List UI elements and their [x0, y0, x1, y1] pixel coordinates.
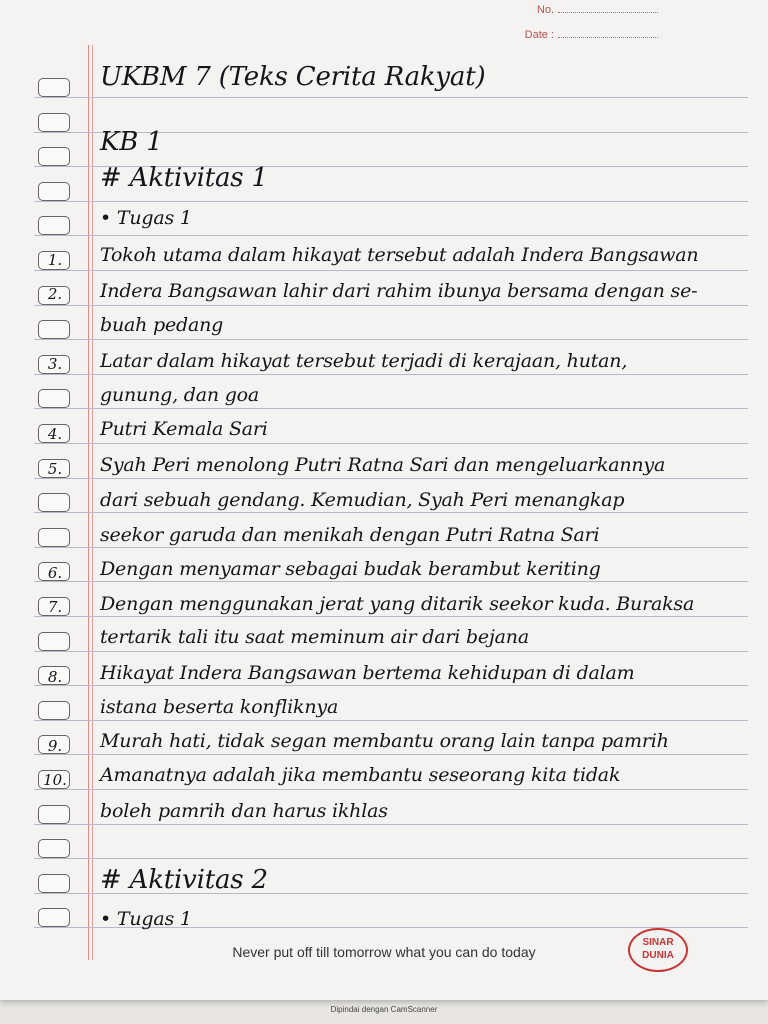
tugas-1-heading: • Tugas 1 — [100, 207, 192, 229]
kb-heading: KB 1 — [100, 127, 163, 157]
answer-line: Dengan menggunakan jerat yang ditarik seekor kuda. Buraksa — [100, 593, 695, 615]
margin-box — [38, 78, 70, 97]
margin-box — [38, 182, 70, 201]
margin-box — [38, 839, 70, 858]
ruled-line — [34, 305, 748, 306]
margin-box — [38, 147, 70, 166]
margin-box — [38, 389, 70, 408]
ruled-line — [34, 616, 748, 617]
ruled-line — [34, 720, 748, 721]
ruled-line — [34, 754, 748, 755]
answer-number: 4. — [47, 425, 63, 443]
margin-line — [88, 45, 89, 960]
scanner-watermark: Dipindai dengan CamScanner — [330, 1005, 438, 1014]
answer-number: 5. — [47, 460, 63, 478]
brand-line-1: SINAR — [642, 937, 674, 948]
ruled-line — [34, 512, 748, 513]
answer-number: 10. — [43, 771, 67, 789]
margin-box — [38, 216, 70, 235]
answer-line: Dengan menyamar sebagai budak berambut keriting — [100, 558, 601, 580]
ruled-line — [34, 339, 748, 340]
margin-line-inner — [92, 45, 93, 960]
answer-line: Tokoh utama dalam hikayat tersebut adalah Indera Bangsawan — [100, 244, 699, 266]
answer-line: Latar dalam hikayat tersebut terjadi di kerajaan, hutan, — [100, 350, 628, 372]
ruled-line — [34, 858, 748, 859]
ruled-line — [34, 374, 748, 375]
answer-line: Indera Bangsawan lahir dari rahim ibunya bersama dengan se- — [100, 280, 698, 302]
header-no: No. — [537, 4, 658, 16]
margin-box — [38, 632, 70, 651]
answer-line: istana beserta konfliknya — [100, 696, 339, 718]
tugas-1-heading-2: • Tugas 1 — [100, 908, 192, 930]
answer-line: Syah Peri menolong Putri Ratna Sari dan mengeluarkannya — [100, 454, 666, 476]
header-date: Date : — [525, 29, 658, 41]
answer-number: 9. — [47, 737, 63, 755]
answer-number: 7. — [47, 598, 63, 616]
answer-line: gunung, dan goa — [100, 384, 260, 406]
ruled-line — [34, 824, 748, 825]
answer-number: 3. — [47, 355, 63, 373]
answer-line: Hikayat Indera Bangsawan bertema kehidupan di dalam — [100, 662, 635, 684]
answer-number: 1. — [47, 251, 63, 269]
answer-number: 6. — [47, 564, 63, 582]
margin-box — [38, 805, 70, 824]
margin-box — [38, 874, 70, 893]
ruled-line — [34, 651, 748, 652]
sinar-dunia-logo — [628, 928, 688, 972]
answer-line: Putri Kemala Sari — [100, 418, 268, 440]
brand-line-2: DUNIA — [642, 950, 674, 961]
ruled-line — [34, 443, 748, 444]
answer-number: 8. — [47, 668, 63, 686]
margin-box — [38, 908, 70, 927]
margin-box — [38, 493, 70, 512]
ruled-line — [34, 235, 748, 236]
ruled-line — [34, 270, 748, 271]
aktivitas-2-heading: # Aktivitas 2 — [100, 865, 268, 895]
ruled-line — [34, 97, 748, 98]
answer-line: Amanatnya adalah jika membantu seseorang kita tidak — [100, 764, 621, 786]
ruled-line — [34, 408, 748, 409]
answer-line: tertarik tali itu saat meminum air dari bejana — [100, 626, 529, 648]
margin-box — [38, 320, 70, 339]
answer-line: Murah hati, tidak segan membantu orang lain tanpa pamrih — [100, 730, 669, 752]
aktivitas-1-heading: # Aktivitas 1 — [100, 163, 268, 193]
answer-number: 2. — [47, 285, 63, 303]
answer-line: dari sebuah gendang. Kemudian, Syah Peri menangkap — [100, 489, 625, 511]
page-title: UKBM 7 (Teks Cerita Rakyat) — [100, 62, 486, 92]
margin-box — [38, 701, 70, 720]
margin-box — [38, 113, 70, 132]
ruled-line — [34, 685, 748, 686]
answer-line: boleh pamrih dan harus ikhlas — [100, 800, 388, 822]
ruled-line — [34, 478, 748, 479]
answer-line: seekor garuda dan menikah dengan Putri Ratna Sari — [100, 524, 600, 546]
ruled-line — [34, 547, 748, 548]
ruled-line — [34, 789, 748, 790]
footer-quote: Never put off till tomorrow what you can do today — [232, 944, 536, 960]
answer-line: buah pedang — [100, 314, 224, 336]
margin-box — [38, 528, 70, 547]
ruled-line — [34, 201, 748, 202]
ruled-line — [34, 581, 748, 582]
